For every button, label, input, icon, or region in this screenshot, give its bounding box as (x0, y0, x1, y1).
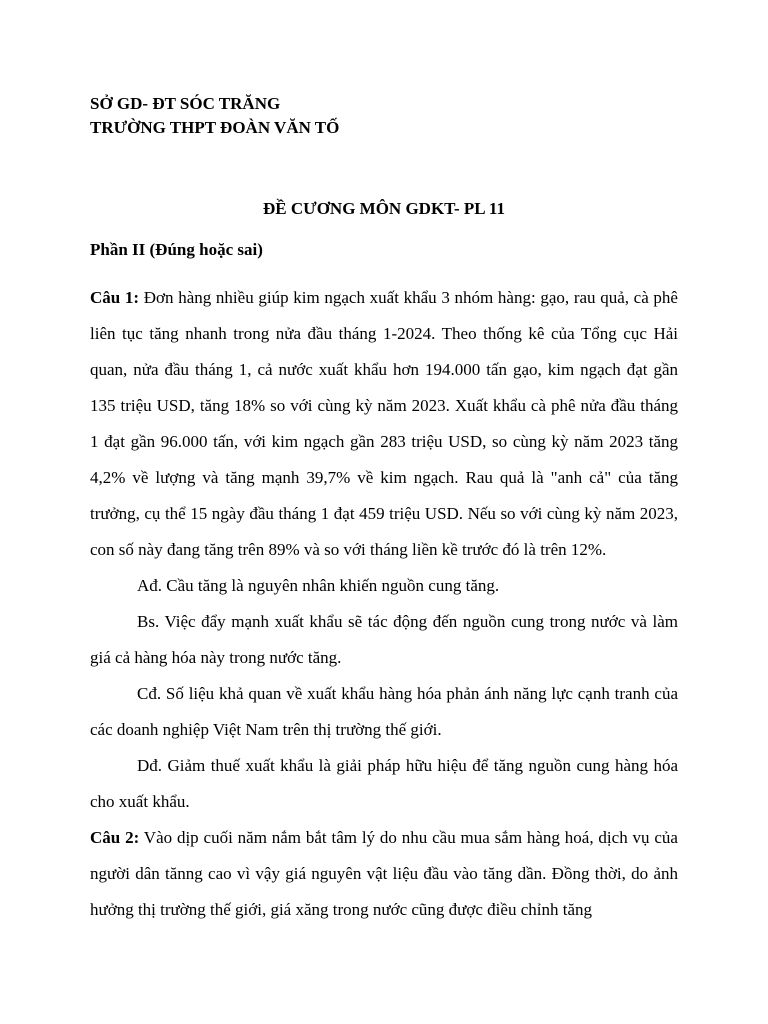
department-name: SỞ GD- ĐT SÓC TRĂNG (90, 94, 281, 113)
question-1-option-d: Dđ. Giảm thuế xuất khẩu là giải pháp hữu hiệu để tăng nguồn cung hàng hóa cho xuất khẩu. (90, 756, 678, 811)
question-1-text: Đơn hàng nhiều giúp kim ngạch xuất khẩu 3 nhóm hàng: gạo, rau quả, cà phê liên tục tăng nhanh trong nửa đầu tháng 1-2024. Theo thống kê của Tổng cục Hải quan, nửa đầu tháng 1, cả nước xuất khẩu hơn 194.000 tấn gạo, kim ngạch đạt gần 135 triệu USD, tăng 18% so với cùng kỳ năm 2023. Xuất khẩu cà phê nửa đầu tháng 1 đạt gần 96.000 tấn, với kim ngạch gần 283 triệu USD, so cùng kỳ năm 2023 tăng 4,2% về lượng và tăng mạnh 39,7% về kim ngạch. Rau quả là "anh cả" của tăng trưởng, cụ thể 15 ngày đầu tháng 1 đạt 459 triệu USD. Nếu so với cùng kỳ năm 2023, con số này đang tăng trên 89% và so với tháng liền kề trước đó là trên 12%. (90, 288, 678, 559)
question-2-text: Vào dịp cuối năm nắm bắt tâm lý do nhu cầu mua sắm hàng hoá, dịch vụ của người dân tănng cao vì vậy giá nguyên vật liệu đầu vào tăng dần. Đồng thời, do ảnh hưởng thị trường thế giới, giá xăng trong nước cũng được điều chỉnh tăng (90, 828, 678, 919)
question-1-label: Câu 1: (90, 288, 140, 307)
question-1-option-c: Cđ. Số liệu khả quan về xuất khẩu hàng hóa phản ánh năng lực cạnh tranh của các doanh nghiệp Việt Nam trên thị trường thế giới. (90, 684, 678, 739)
question-1-option-a: Ađ. Cầu tăng là nguyên nhân khiến nguồn cung tăng. (137, 576, 500, 595)
school-header (90, 92, 339, 140)
document-title: ĐỀ CƯƠNG MÔN GDKT- PL 11 (263, 199, 505, 218)
question-2-label: Câu 2: (90, 828, 140, 847)
document-page (90, 0, 678, 1024)
section-title: Phần II (Đúng hoặc sai) (90, 240, 263, 259)
question-1-option-b: Bs. Việc đẩy mạnh xuất khẩu sẽ tác động đến nguồn cung trong nước và làm giá cả hàng hóa này trong nước tăng. (90, 612, 678, 667)
question-1 (90, 280, 678, 568)
school-name: TRƯỜNG THPT ĐOÀN VĂN TỐ (90, 118, 340, 137)
question-2 (90, 820, 678, 928)
document-body (90, 280, 678, 928)
